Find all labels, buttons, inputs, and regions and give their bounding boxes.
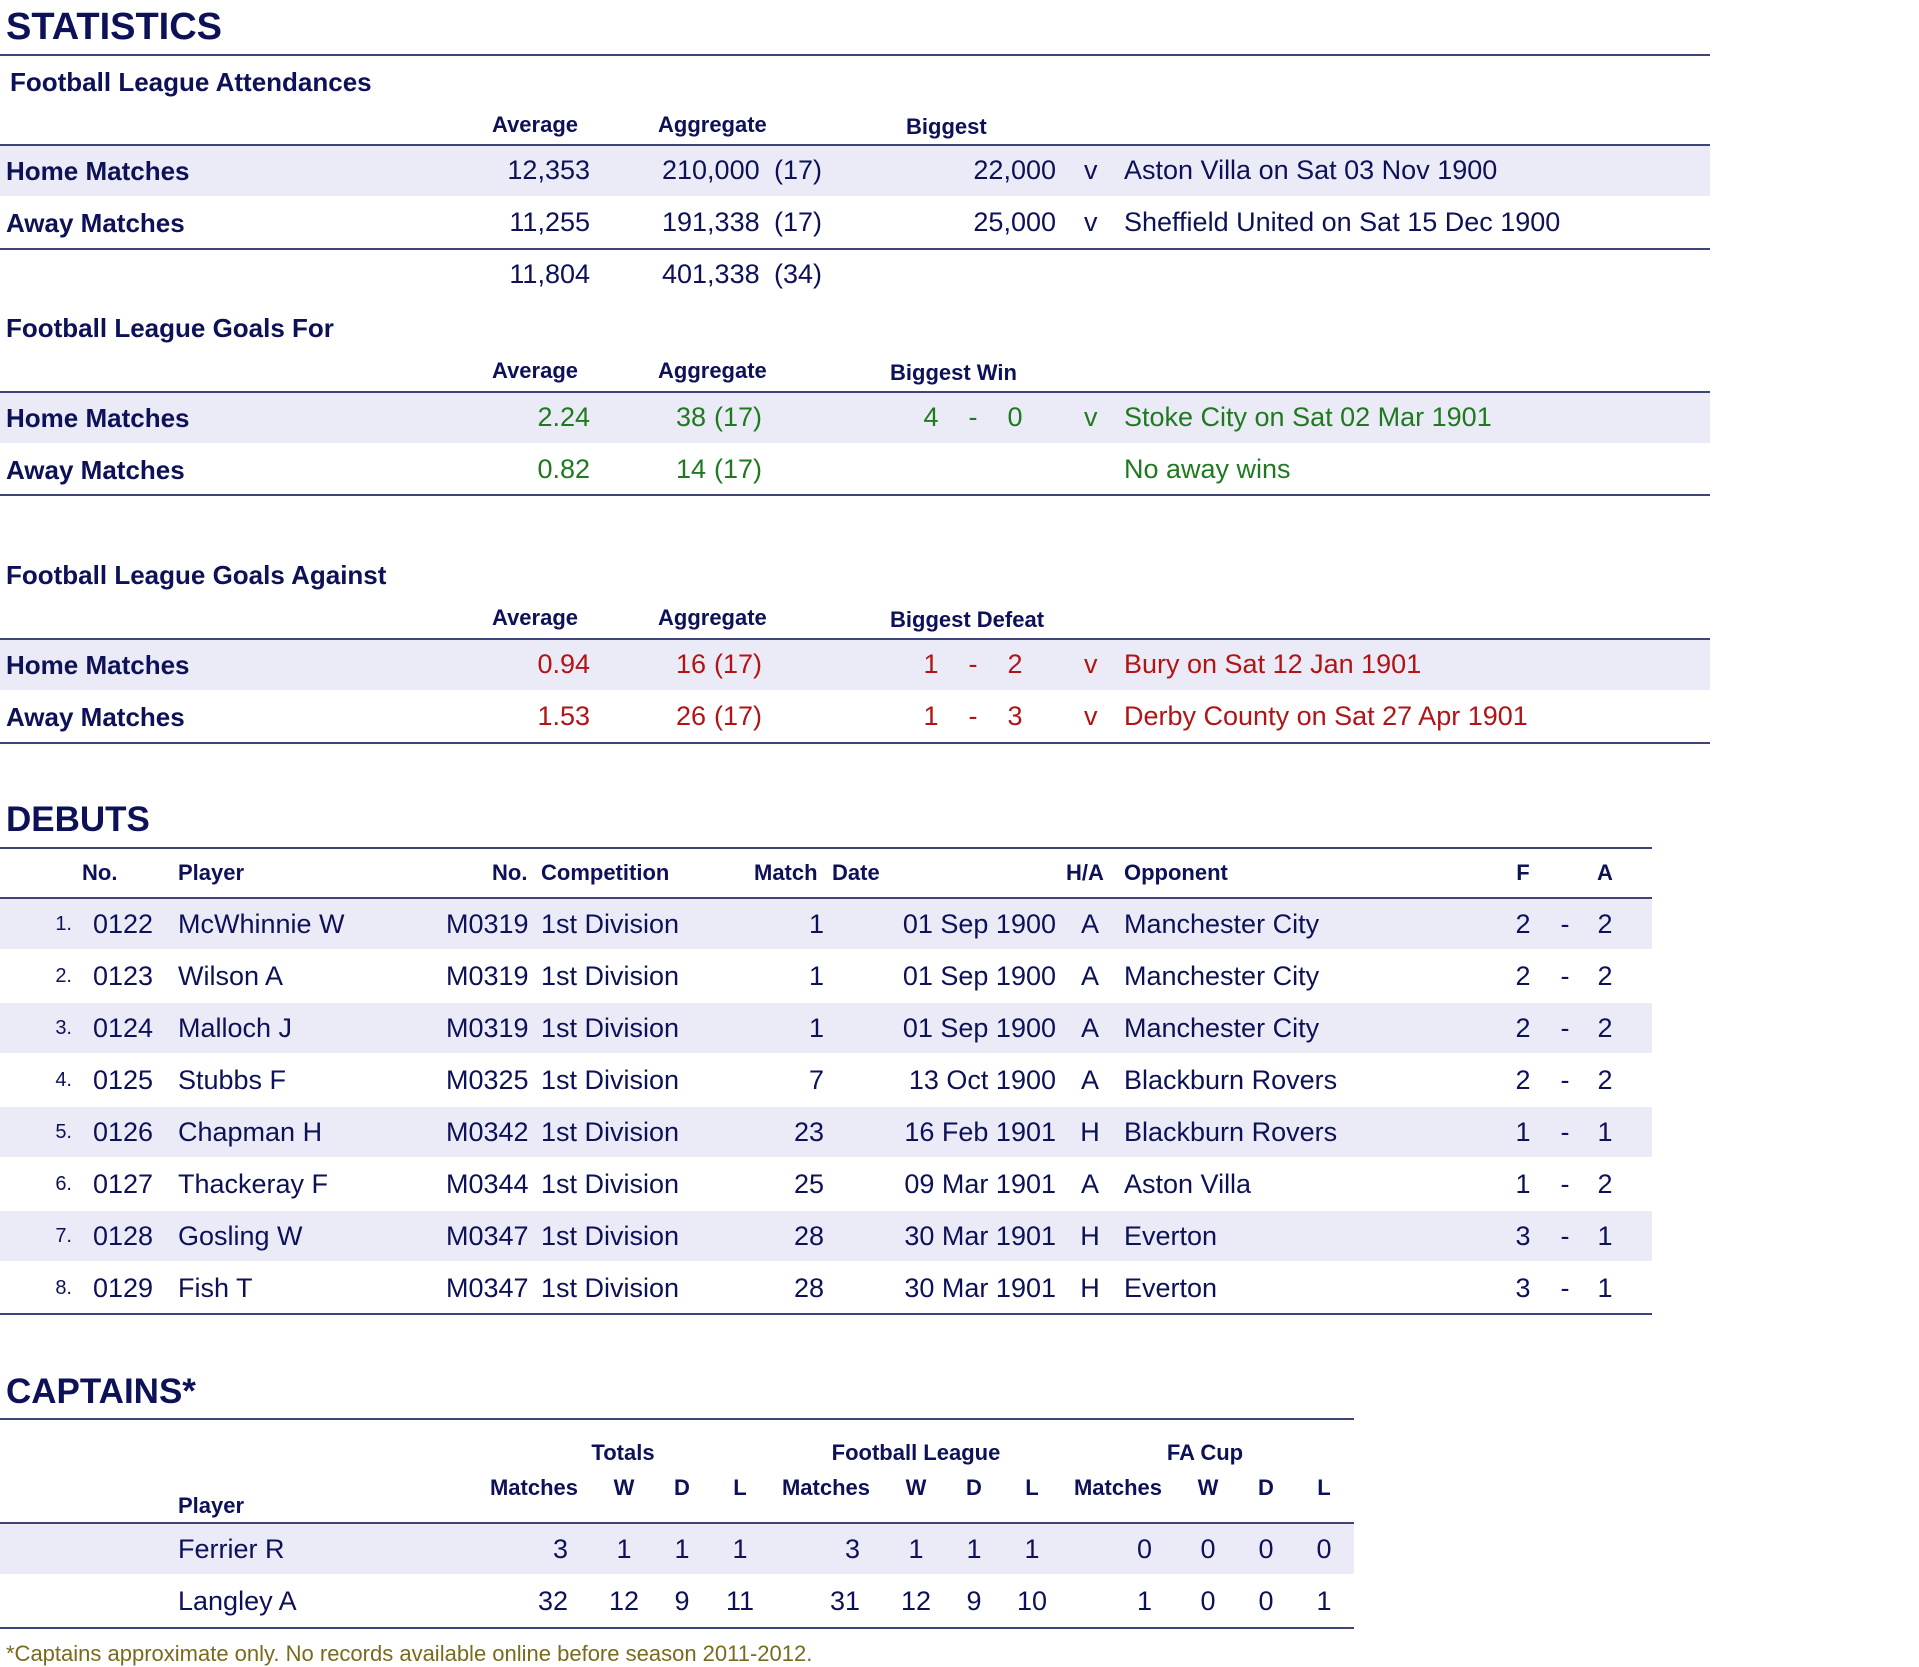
debuts-header-f: F [1516, 860, 1530, 885]
goals-for-away-label: Away Matches [6, 455, 185, 485]
debut-ha: A [1080, 1013, 1099, 1043]
captain-fa-l: 0 [1316, 1534, 1332, 1564]
debut-player-no: 0128 [93, 1221, 154, 1251]
debuts-header-date: Date [832, 860, 880, 885]
goals-for-away-aggregate: 14 [675, 454, 706, 484]
attendance-total-aggregate: 401,338 [662, 259, 760, 289]
attendance-away-count: (17) [774, 207, 823, 237]
debut-index: 5. [55, 1121, 72, 1143]
attendance-home-biggest: 22,000 [973, 155, 1056, 185]
goals-against-header-biggest: Biggest Defeat [890, 607, 1045, 632]
debut-opponent: Blackburn Rovers [1124, 1065, 1338, 1095]
captains-title: CAPTAINS* [6, 1372, 196, 1411]
debut-player: Chapman H [178, 1117, 323, 1147]
goals-for-home-v: v [1084, 402, 1098, 432]
captains-header-t-matches: Matches [489, 1475, 579, 1500]
captains-header-fa-w: W [1197, 1475, 1219, 1500]
captain-fa-w: 0 [1200, 1586, 1216, 1616]
goals-against-home-average: 0.94 [537, 649, 590, 679]
captains-header-fa-l: L [1317, 1475, 1331, 1500]
debut-player-no: 0125 [93, 1065, 154, 1095]
debut-date: 30 Mar 1901 [904, 1221, 1056, 1251]
goals-for-away-count: (17) [714, 454, 763, 484]
debut-score-a: 2 [1597, 909, 1613, 939]
debut-date: 01 Sep 1900 [902, 961, 1056, 991]
debut-competition: 1st Division [541, 961, 680, 991]
debut-ha: H [1080, 1117, 1100, 1147]
goals-against-home-count: (17) [714, 649, 763, 679]
debut-opponent: Aston Villa [1124, 1169, 1252, 1199]
debut-score-dash: - [1560, 1065, 1570, 1095]
goals-against-away-detail: Derby County on Sat 27 Apr 1901 [1124, 701, 1528, 731]
debut-opponent: Manchester City [1124, 909, 1320, 939]
captain-fl-d: 9 [966, 1586, 982, 1616]
attendance-home-aggregate: 210,000 [662, 155, 760, 185]
debuts-header-match-no: No. [492, 860, 528, 885]
debuts-header-opponent: Opponent [1124, 860, 1228, 885]
debut-score-dash: - [1560, 1221, 1570, 1251]
debut-ha: A [1080, 961, 1099, 991]
captain-t-w: 1 [616, 1534, 632, 1564]
debut-match-no: M0319 [446, 1013, 529, 1043]
debut-player: Wilson A [178, 961, 284, 991]
debut-index: 8. [55, 1277, 72, 1299]
debut-competition: 1st Division [541, 1273, 680, 1303]
debut-player-no: 0129 [93, 1273, 154, 1303]
debuts-title: DEBUTS [6, 800, 150, 839]
attendance-header-biggest: Biggest [906, 114, 987, 139]
attendance-header-aggregate: Aggregate [658, 112, 767, 137]
debut-competition: 1st Division [541, 1117, 680, 1147]
captain-t-matches: 32 [537, 1586, 568, 1616]
goals-against-header-aggregate: Aggregate [658, 605, 767, 630]
attendance-bottom-rule [0, 248, 1710, 250]
captains-header-t-l: L [733, 1475, 747, 1500]
debut-competition: 1st Division [541, 1221, 680, 1251]
goals-against-away-a: 3 [1007, 701, 1023, 731]
attendance-away-biggest: 25,000 [973, 207, 1056, 237]
captain-t-d: 1 [674, 1534, 690, 1564]
attendance-home-label: Home Matches [6, 156, 190, 186]
debut-date: 01 Sep 1900 [902, 909, 1056, 939]
debut-player: Fish T [178, 1273, 253, 1303]
goals-for-header-average: Average [492, 358, 579, 383]
captains-header-t-w: W [613, 1475, 635, 1500]
attendance-total-average: 11,804 [509, 259, 590, 289]
goals-for-home-count: (17) [714, 402, 763, 432]
debut-match: 1 [808, 961, 824, 991]
attendance-away-v: v [1084, 207, 1098, 237]
debut-match-no: M0344 [446, 1169, 529, 1199]
captains-header-fl-matches: Matches [781, 1475, 871, 1500]
debut-date: 01 Sep 1900 [902, 1013, 1056, 1043]
statistics-title-rule [0, 54, 1710, 56]
debut-score-a: 1 [1597, 1221, 1613, 1251]
captains-header-fl-w: W [905, 1475, 927, 1500]
goals-against-home-aggregate: 16 [675, 649, 706, 679]
goals-against-home-detail: Bury on Sat 12 Jan 1901 [1124, 649, 1422, 679]
goals-against-home-f: 1 [923, 649, 939, 679]
debuts-title-rule [0, 847, 1652, 849]
debut-score-a: 1 [1597, 1117, 1613, 1147]
debut-date: 16 Feb 1901 [904, 1117, 1056, 1147]
debut-player-no: 0124 [93, 1013, 154, 1043]
debut-competition: 1st Division [541, 1169, 680, 1199]
goals-for-home-label: Home Matches [6, 403, 190, 433]
captains-header-fa-d: D [1258, 1475, 1274, 1500]
debut-player-no: 0126 [93, 1117, 154, 1147]
debut-score-f: 1 [1515, 1169, 1531, 1199]
debut-ha: A [1080, 909, 1099, 939]
captain-t-l: 1 [732, 1534, 748, 1564]
debut-score-dash: - [1560, 1169, 1570, 1199]
captain-t-d: 9 [674, 1586, 690, 1616]
goals-against-away-f: 1 [923, 701, 939, 731]
debut-ha: H [1080, 1221, 1100, 1251]
debuts-header-player: Player [178, 860, 245, 885]
attendance-home-average: 12,353 [507, 155, 590, 185]
debuts-header-ha: H/A [1066, 860, 1104, 885]
debut-score-dash: - [1560, 1013, 1570, 1043]
debut-match: 1 [808, 1013, 824, 1043]
debuts-header-competition: Competition [541, 860, 670, 885]
goals-against-title: Football League Goals Against [6, 560, 387, 590]
goals-for-home-f: 4 [923, 402, 939, 432]
captain-fl-matches: 3 [844, 1534, 860, 1564]
captains-bottom-rule [0, 1627, 1354, 1629]
debut-index: 6. [55, 1173, 72, 1195]
goals-against-home-a: 2 [1007, 649, 1023, 679]
attendance-total-count: (34) [774, 259, 823, 289]
captain-fl-w: 1 [908, 1534, 924, 1564]
debut-competition: 1st Division [541, 1065, 680, 1095]
captain-t-l: 11 [725, 1586, 755, 1616]
debut-score-f: 2 [1515, 1065, 1531, 1095]
debuts-header-no: No. [82, 860, 118, 885]
attendance-away-detail: Sheffield United on Sat 15 Dec 1900 [1124, 207, 1561, 237]
debut-index: 7. [55, 1225, 72, 1247]
goals-for-home-detail: Stoke City on Sat 02 Mar 1901 [1124, 402, 1492, 432]
debut-score-dash: - [1560, 1273, 1570, 1303]
goals-against-away-v: v [1084, 701, 1098, 731]
debut-index: 4. [55, 1069, 72, 1091]
captains-header-fl-d: D [966, 1475, 982, 1500]
debut-score-a: 2 [1597, 1169, 1613, 1199]
debut-score-a: 1 [1597, 1273, 1613, 1303]
debut-score-a: 2 [1597, 961, 1613, 991]
debut-date: 09 Mar 1901 [904, 1169, 1056, 1199]
debut-score-dash: - [1560, 909, 1570, 939]
attendance-home-v: v [1084, 155, 1098, 185]
debut-opponent: Blackburn Rovers [1124, 1117, 1338, 1147]
debut-competition: 1st Division [541, 1013, 680, 1043]
goals-for-title: Football League Goals For [6, 313, 334, 343]
debut-score-f: 1 [1515, 1117, 1531, 1147]
goals-for-away-detail: No away wins [1124, 454, 1291, 484]
debuts-header-a: A [1597, 860, 1613, 885]
debut-match: 23 [793, 1117, 824, 1147]
goals-against-bottom-rule [0, 742, 1710, 744]
attendance-away-label: Away Matches [6, 208, 185, 238]
debut-match-no: M0319 [446, 909, 529, 939]
captain-fa-matches: 1 [1136, 1586, 1152, 1616]
debut-score-f: 2 [1515, 1013, 1531, 1043]
debut-ha: A [1080, 1065, 1099, 1095]
debut-score-f: 3 [1515, 1221, 1531, 1251]
captains-title-rule [0, 1418, 1354, 1420]
debut-player-no: 0127 [93, 1169, 154, 1199]
debut-match: 1 [808, 909, 824, 939]
statistics-title: STATISTICS [6, 6, 223, 48]
debut-opponent: Manchester City [1124, 961, 1320, 991]
goals-for-header-biggest: Biggest Win [890, 360, 1017, 385]
goals-against-header-average: Average [492, 605, 579, 630]
debut-index: 3. [55, 1017, 72, 1039]
debut-score-dash: - [1560, 961, 1570, 991]
captain-t-w: 12 [608, 1586, 640, 1616]
goals-against-away-count: (17) [714, 701, 763, 731]
captain-fa-d: 0 [1258, 1534, 1274, 1564]
goals-for-home-average: 2.24 [537, 402, 590, 432]
goals-against-home-v: v [1084, 649, 1098, 679]
debut-opponent: Everton [1124, 1221, 1218, 1251]
captain-fa-l: 1 [1316, 1586, 1332, 1616]
debut-score-a: 2 [1597, 1065, 1613, 1095]
debut-score-f: 2 [1515, 909, 1531, 939]
debut-ha: H [1080, 1273, 1100, 1303]
debut-date: 30 Mar 1901 [904, 1273, 1056, 1303]
captains-group-league: Football League [831, 1440, 1001, 1465]
debut-index: 1. [55, 913, 72, 935]
debut-score-f: 3 [1515, 1273, 1531, 1303]
debut-match: 25 [793, 1169, 824, 1199]
goals-for-home-dash: - [968, 402, 978, 432]
captain-player: Langley A [178, 1586, 297, 1616]
debut-player-no: 0122 [93, 909, 154, 939]
captain-fl-w: 12 [900, 1586, 932, 1616]
debut-match-no: M0325 [446, 1065, 529, 1095]
goals-against-away-aggregate: 26 [675, 701, 706, 731]
captains-group-facup: FA Cup [1166, 1440, 1244, 1465]
attendance-home-detail: Aston Villa on Sat 03 Nov 1900 [1124, 155, 1498, 185]
attendance-title: Football League Attendances [10, 67, 372, 97]
debut-match-no: M0319 [446, 961, 529, 991]
captains-header-fa-matches: Matches [1073, 1475, 1163, 1500]
debut-match: 7 [808, 1065, 824, 1095]
goals-for-home-aggregate: 38 [675, 402, 706, 432]
debut-ha: A [1080, 1169, 1099, 1199]
captain-fl-l: 1 [1024, 1534, 1040, 1564]
goals-for-bottom-rule [0, 494, 1710, 496]
captain-t-matches: 3 [552, 1534, 568, 1564]
captain-fl-d: 1 [966, 1534, 982, 1564]
debut-opponent: Manchester City [1124, 1013, 1320, 1043]
captain-fa-d: 0 [1258, 1586, 1274, 1616]
goals-against-home-dash: - [968, 649, 978, 679]
debut-player: Gosling W [178, 1221, 303, 1251]
debut-player: McWhinnie W [178, 909, 345, 939]
attendance-header-average: Average [492, 112, 579, 137]
debut-match: 28 [793, 1221, 824, 1251]
debut-match-no: M0347 [446, 1273, 529, 1303]
debut-score-f: 2 [1515, 961, 1531, 991]
debut-match: 28 [793, 1273, 824, 1303]
debut-opponent: Everton [1124, 1273, 1218, 1303]
goals-against-away-label: Away Matches [6, 702, 185, 732]
captains-header-t-d: D [674, 1475, 690, 1500]
captains-header-fl-l: L [1025, 1475, 1039, 1500]
goals-against-home-label: Home Matches [6, 650, 190, 680]
debut-player-no: 0123 [93, 961, 154, 991]
debut-match-no: M0347 [446, 1221, 529, 1251]
captains-group-totals: Totals [591, 1440, 655, 1465]
debut-player: Stubbs F [178, 1065, 287, 1095]
captain-fa-w: 0 [1200, 1534, 1216, 1564]
goals-for-away-average: 0.82 [537, 454, 590, 484]
debut-competition: 1st Division [541, 909, 680, 939]
debuts-header-match: Match [754, 860, 818, 885]
debut-index: 2. [55, 965, 72, 987]
debut-score-a: 2 [1597, 1013, 1613, 1043]
debut-player: Thackeray F [178, 1169, 329, 1199]
goals-for-header-aggregate: Aggregate [658, 358, 767, 383]
captain-fl-matches: 31 [829, 1586, 860, 1616]
attendance-away-aggregate: 191,338 [662, 207, 760, 237]
captains-footnote: *Captains approximate only. No records available online before season 2011-2012. [6, 1641, 813, 1666]
captain-player: Ferrier R [178, 1534, 285, 1564]
debut-match-no: M0342 [446, 1117, 529, 1147]
debuts-bottom-rule [0, 1313, 1652, 1315]
goals-for-home-a: 0 [1007, 402, 1023, 432]
captain-fl-l: 10 [1016, 1586, 1048, 1616]
attendance-away-average: 11,255 [509, 207, 590, 237]
goals-against-away-average: 1.53 [537, 701, 590, 731]
debut-date: 13 Oct 1900 [908, 1065, 1056, 1095]
attendance-home-count: (17) [774, 155, 823, 185]
debut-player: Malloch J [178, 1013, 293, 1043]
goals-against-away-dash: - [968, 701, 978, 731]
debut-score-dash: - [1560, 1117, 1570, 1147]
captain-fa-matches: 0 [1136, 1534, 1152, 1564]
goals-against-row-home-band [0, 640, 1710, 690]
captains-header-player: Player [178, 1493, 245, 1518]
